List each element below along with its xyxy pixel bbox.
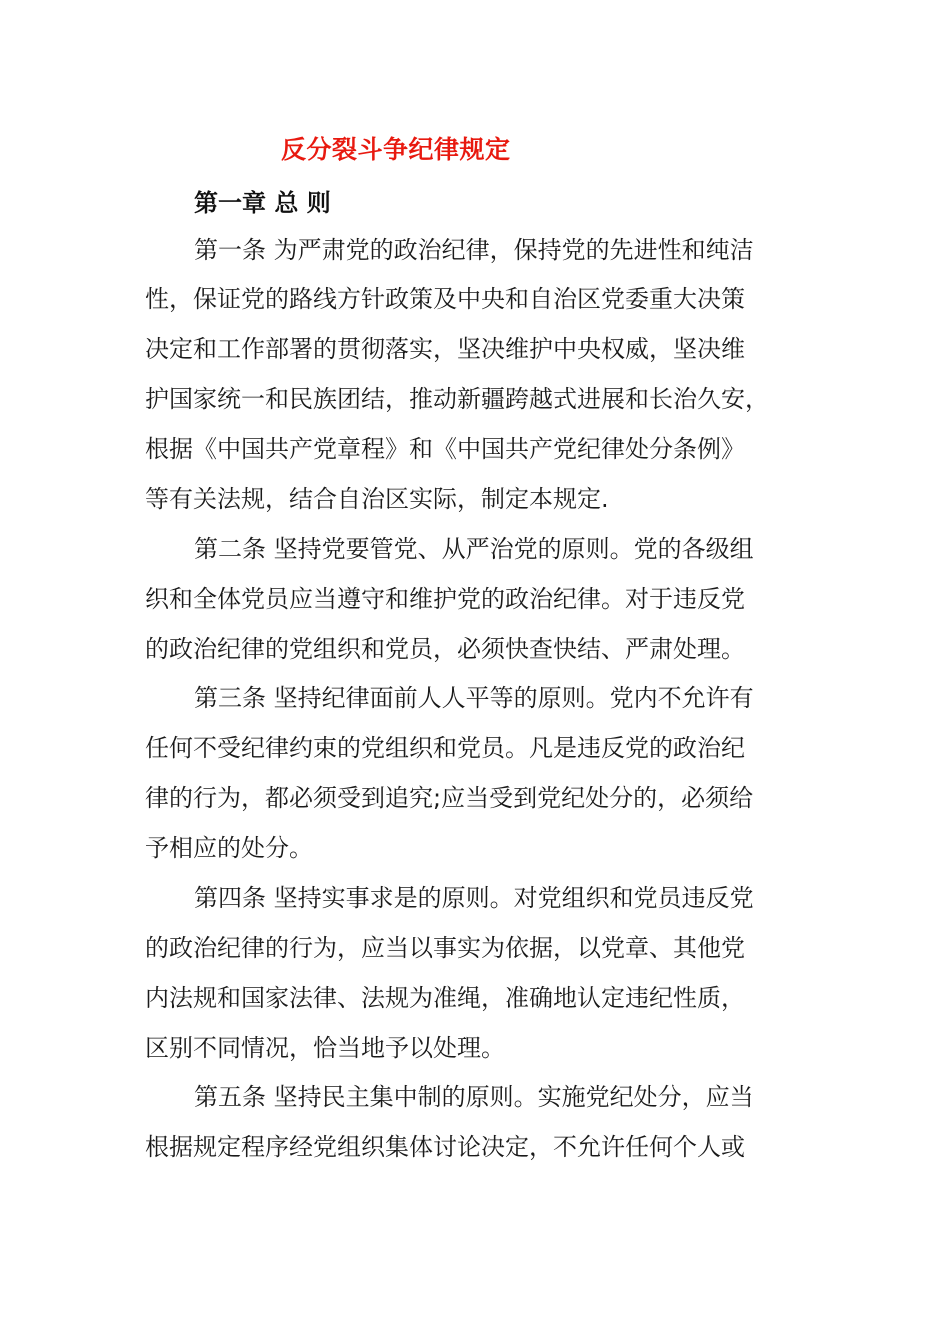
article-4-line-4: 区别不同情况，恰当地予以处理。 — [145, 1034, 505, 1062]
article-3-line-2: 任何不受纪律约束的党组织和党员。凡是违反党的政治纪 — [145, 734, 745, 762]
article-1-line-6: 等有关法规，结合自治区实际，制定本规定. — [145, 485, 609, 513]
article-3-line-1: 第三条 坚持纪律面前人人平等的原则。党内不允许有 — [194, 684, 754, 712]
article-5-line-2: 根据规定程序经党组织集体讨论决定，不允许任何个人或 — [145, 1133, 745, 1161]
chapter-heading: 第一章 总 则 — [194, 189, 331, 217]
article-3-line-3: 律的行为，都必须受到追究;应当受到党纪处分的，必须给 — [145, 784, 754, 812]
article-1-line-4: 护国家统一和民族团结，推动新疆跨越式进展和长治久安， — [145, 385, 769, 413]
article-5-line-1: 第五条 坚持民主集中制的原则。实施党纪处分，应当 — [194, 1083, 754, 1111]
article-1-line-1: 第一条 为严肃党的政治纪律，保持党的先进性和纯洁 — [194, 236, 754, 264]
article-2-line-2: 织和全体党员应当遵守和维护党的政治纪律。对于违反党 — [145, 585, 745, 613]
article-4-line-1: 第四条 坚持实事求是的原则。对党组织和党员违反党 — [194, 884, 754, 912]
article-1-line-2: 性，保证党的路线方针政策及中央和自治区党委重大决策 — [145, 285, 745, 313]
article-4-line-2: 的政治纪律的行为，应当以事实为依据，以党章、其他党 — [145, 934, 745, 962]
article-4-line-3: 内法规和国家法律、法规为准绳，准确地认定违纪性质， — [145, 984, 745, 1012]
article-3-line-4: 予相应的处分。 — [145, 834, 313, 862]
article-1-line-5: 根据《中国共产党章程》和《中国共产党纪律处分条例》 — [145, 435, 745, 463]
article-2-line-3: 的政治纪律的党组织和党员，必须快查快结、严肃处理。 — [145, 635, 745, 663]
document-title: 反分裂斗争纪律规定 — [281, 135, 511, 164]
article-1-line-3: 决定和工作部署的贯彻落实，坚决维护中央权威，坚决维 — [145, 335, 745, 363]
article-2-line-1: 第二条 坚持党要管党、从严治党的原则。党的各级组 — [194, 535, 754, 563]
